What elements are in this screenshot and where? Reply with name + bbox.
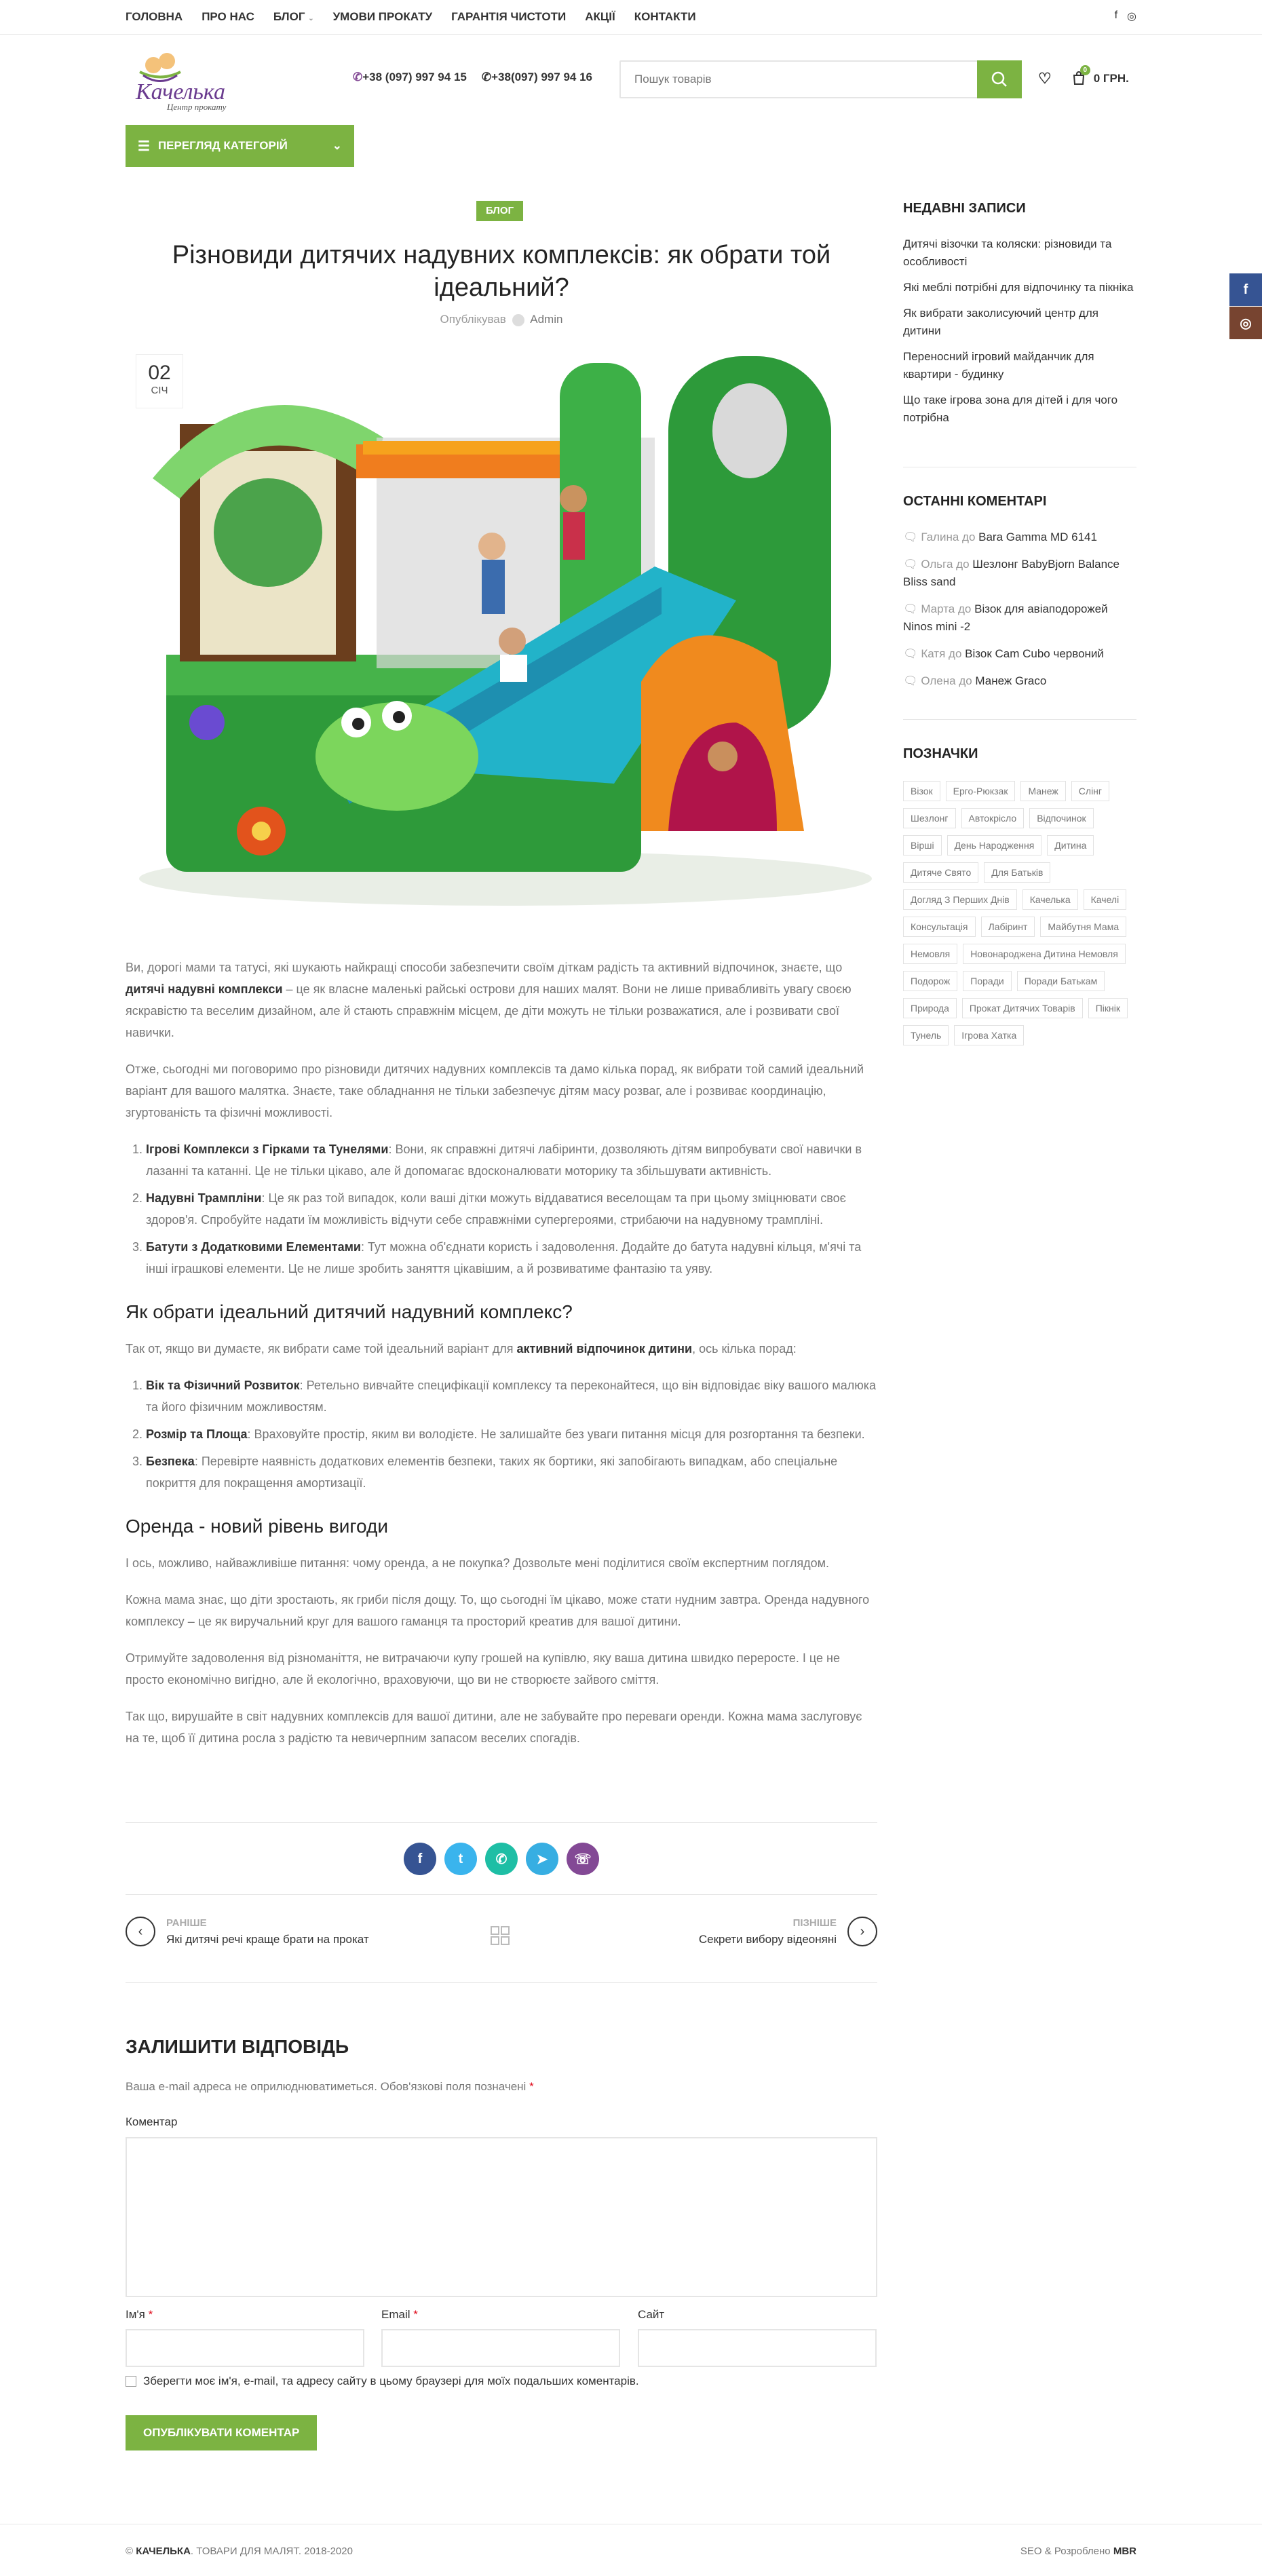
- prev-post-link[interactable]: [126, 1917, 369, 1946]
- viber-icon: ✆: [353, 71, 363, 83]
- menu-icon: ☰: [138, 138, 150, 154]
- list-item-title: Батути з Додатковими Елементами: [146, 1240, 361, 1254]
- phone-call[interactable]: [482, 71, 592, 84]
- comment-item: [903, 600, 1136, 636]
- list-item-text: : Це як раз той випадок, коли ваші дітки можуть віддаватися веселощам та при цьому зміцнювати своє здоров'я. Спробуйте надати їм можливість відчути себе справжніми супергероями, стрибаючи на надувному трампліні.: [146, 1191, 846, 1227]
- post-title: Різновиди дитячих надувних комплексів: як обрати той ідеальний?: [172, 241, 831, 302]
- chevron-down-icon: ⌄: [332, 139, 342, 152]
- comment-textarea[interactable]: [126, 2137, 877, 2297]
- phones: [353, 71, 592, 84]
- email-label: [381, 2308, 418, 2322]
- menu-item-promo[interactable]: АКЦІЇ: [585, 10, 615, 23]
- tags-widget: [903, 746, 1136, 1045]
- post-meta: [126, 313, 877, 326]
- cart-count: 0: [1080, 65, 1090, 75]
- footer-credits-text: SEO & Розроблено: [1020, 2545, 1111, 2557]
- next-title: Секрети вибору відеоняні: [698, 1932, 837, 1946]
- tag-link[interactable]: Візок: [903, 781, 940, 801]
- tag-link[interactable]: Ігрова Хатка: [954, 1025, 1024, 1045]
- logo-name: Качелька: [136, 79, 225, 104]
- menu-item-blog[interactable]: [273, 10, 314, 24]
- tag-link[interactable]: Дитяче Свято: [903, 862, 978, 883]
- comment-post-link[interactable]: Візок для авіаподорожей Ninos mini -2: [903, 602, 1108, 633]
- save-info-checkbox-row: [126, 2375, 639, 2388]
- required-mark: *: [413, 2308, 418, 2321]
- recent-comments-title: ОСТАННІ КОМЕНТАРІ: [903, 494, 1047, 509]
- cart-button[interactable]: [1071, 66, 1129, 87]
- tag-link[interactable]: Автокрісло: [961, 808, 1025, 828]
- paragraph-6: Отримуйте задоволення від різноманіття, не витрачаючи купу грошей на купівлю, яку ваша дитина швидко переросте. І це не просто економічно вигідно, але й екологічно, враховуючи, що ви не створюєте зайвого сміття.: [126, 1651, 840, 1687]
- list-item: [146, 1236, 877, 1280]
- required-mark: *: [148, 2308, 153, 2321]
- share-viber-icon[interactable]: ☏: [567, 1843, 599, 1875]
- footer-text: . ТОВАРИ ДЛЯ МАЛЯТ. 2018-2020: [190, 2545, 353, 2557]
- comment-icon: 🗨: [903, 647, 918, 660]
- author-avatar-icon: [512, 314, 524, 326]
- search-input[interactable]: [621, 62, 987, 97]
- categories-button[interactable]: [126, 125, 354, 167]
- footer-credits: [1020, 2545, 1136, 2557]
- recent-post-link[interactable]: Які меблі потрібні для відпочинку та пікніка: [903, 281, 1134, 294]
- published-label: Опублікував: [440, 313, 506, 326]
- list-item: [146, 1423, 877, 1445]
- header-divider: [0, 34, 1262, 35]
- divider: [126, 1894, 877, 1895]
- tag-link[interactable]: Качелька: [1022, 889, 1078, 910]
- site-field[interactable]: [638, 2329, 877, 2367]
- comment-author: Олена: [921, 674, 956, 687]
- email-label-text: Email: [381, 2308, 410, 2321]
- hero-image: [126, 343, 877, 916]
- categories-label: ПЕРЕГЛЯД КАТЕГОРІЙ: [157, 139, 288, 152]
- list-item-title: Розмір та Площа: [146, 1427, 248, 1441]
- chevron-right-icon: ›: [847, 1917, 877, 1946]
- recent-post-link[interactable]: Як вибрати заколисуючий центр для дитини: [903, 307, 1098, 337]
- recent-post-link[interactable]: Що таке ігрова зона для дітей і для чого потрібна: [903, 393, 1118, 424]
- tag-link[interactable]: Прокат Дитячих Товарів: [962, 998, 1083, 1018]
- post-date: [136, 354, 183, 408]
- comment-post-link[interactable]: Візок Cam Cubo червоний: [965, 647, 1104, 660]
- chevron-left-icon: ‹: [126, 1917, 155, 1946]
- comment-author: Марта: [921, 602, 955, 615]
- comment-author: Галина: [921, 531, 959, 543]
- list-item: [146, 1187, 877, 1231]
- list-item-text: : Ретельно вивчайте специфікації комплексу та переконайтеся, що він відповідає віку вашого малюка та його фізичним можливостям.: [146, 1379, 877, 1414]
- paragraph-3: [126, 1338, 877, 1360]
- menu-item-about[interactable]: ПРО НАС: [202, 10, 254, 23]
- tag-link[interactable]: Консультація: [903, 917, 976, 937]
- tag-link[interactable]: Шезлонг: [903, 808, 956, 828]
- divider: [126, 1822, 877, 1823]
- search-button[interactable]: [977, 60, 1022, 98]
- p3-text-c: , ось кілька порад:: [692, 1342, 797, 1356]
- tag-link[interactable]: Догляд З Перших Днів: [903, 889, 1017, 910]
- top-social: [1115, 9, 1136, 23]
- comment-author: Ольга: [921, 558, 953, 571]
- list-item-title: Вік та Фізичний Розвиток: [146, 1379, 300, 1392]
- grid-icon[interactable]: [490, 1925, 510, 1946]
- comment-to: до: [959, 674, 972, 687]
- next-label: ПІЗНІШЕ: [792, 1917, 837, 1929]
- p3-link[interactable]: активний відпочинок дитини: [516, 1342, 693, 1356]
- comment-item: [903, 672, 1136, 690]
- name-field[interactable]: [126, 2329, 364, 2367]
- comment-to: до: [958, 602, 972, 615]
- comment-icon: 🗨: [903, 531, 918, 543]
- tag-link[interactable]: Для Батьків: [984, 862, 1050, 883]
- top-menu: [126, 0, 696, 34]
- comment-post-link[interactable]: Bara Gamma MD 6141: [978, 531, 1097, 543]
- tag-link[interactable]: Лабіринт: [981, 917, 1035, 937]
- tag-link[interactable]: Немовля: [903, 944, 957, 964]
- tag-link[interactable]: Слінг: [1071, 781, 1109, 801]
- submit-comment-button[interactable]: ОПУБЛІКУВАТИ КОМЕНТАР: [126, 2415, 317, 2450]
- share-twitter-icon[interactable]: t: [444, 1843, 477, 1875]
- post-content: [126, 957, 877, 1764]
- comment-to: до: [949, 647, 962, 660]
- tag-link[interactable]: Поради Батькам: [1017, 971, 1105, 991]
- tags-title: ПОЗНАЧКИ: [903, 746, 978, 761]
- header-icons: [1038, 66, 1129, 88]
- comment-label: Коментар: [126, 2115, 178, 2128]
- sidebar-divider: [903, 719, 1136, 720]
- tag-cloud: [903, 781, 1136, 1045]
- paragraph-2: Отже, сьогодні ми поговоримо про різновиди дитячих надувних комплексів та дамо кілька порад, як вибрати той самий ідеальний варіант для вашого малятка. Знаєте, таке обладнання не тільки забезпечує дітям масу розваг, але і розвиває координацію, згуртованість та фізичні можливості.: [126, 1062, 864, 1119]
- site-label: Сайт: [638, 2308, 665, 2321]
- recent-posts-title: НЕДАВНІ ЗАПИСИ: [903, 201, 1026, 216]
- divider: [126, 1982, 877, 1983]
- name-label: [126, 2308, 153, 2322]
- intro-link[interactable]: дитячі надувні комплекси: [126, 982, 283, 996]
- tag-link[interactable]: Поради: [963, 971, 1011, 991]
- comment-to: до: [956, 558, 970, 571]
- comment-to: до: [962, 531, 976, 543]
- section-heading: Оренда - новий рівень вигоди: [126, 1516, 388, 1537]
- save-info-label: Зберегти моє ім'я, e-mail, та адресу сайту в цьому браузері для моїх подальших коментарів.: [143, 2375, 639, 2387]
- phone-2-text: +38(097) 997 94 16: [491, 71, 592, 83]
- cart-total: 0 ГРН.: [1093, 72, 1129, 85]
- paragraph-5: Кожна мама знає, що діти зростають, як гриби після дощу. То, що сьогодні їм цікаво, може стати нудним завтра. Оренда надувного комплексу – це як виручальний круг для вашого гаманця та просторий креатив для вашої дитини.: [126, 1593, 870, 1628]
- save-info-checkbox[interactable]: [126, 2376, 136, 2387]
- search-box: [619, 60, 1022, 98]
- reply-note-text: Ваша e-mail адреса не оприлюднюватиметься. Обов'язкові поля позначені: [126, 2080, 527, 2093]
- tag-link[interactable]: Подорож: [903, 971, 957, 991]
- author-name[interactable]: Admin: [530, 313, 563, 326]
- list-item: [146, 1450, 877, 1494]
- recent-post-link[interactable]: Дитячі візочки та коляски: різновиди та особливості: [903, 237, 1112, 268]
- list-item-text: : Враховуйте простір, яким ви володієте. Не залишайте без уваги питання місця для розгортання та безпеки.: [247, 1427, 865, 1441]
- recent-comments-widget: [903, 494, 1136, 699]
- reply-heading: ЗАЛИШИТИ ВІДПОВІДЬ: [126, 2036, 349, 2057]
- comment-icon: 🗨: [903, 602, 918, 615]
- date-month: СІЧ: [151, 385, 168, 396]
- phone-icon: ✆: [481, 71, 492, 83]
- menu-item-home[interactable]: ГОЛОВНА: [126, 10, 183, 23]
- site-logo[interactable]: [126, 45, 265, 113]
- menu-item-terms[interactable]: УМОВИ ПРОКАТУ: [332, 10, 433, 23]
- next-post-link[interactable]: [699, 1917, 877, 1946]
- comment-post-link[interactable]: Манеж Graco: [975, 674, 1047, 687]
- tag-link[interactable]: Качелі: [1084, 889, 1127, 910]
- reply-note: [126, 2080, 534, 2094]
- list-item: [146, 1138, 877, 1182]
- tag-link[interactable]: Майбутня Мама: [1040, 917, 1126, 937]
- footer-copyright: © КАЧЕЛЬКА. ТОВАРИ ДЛЯ МАЛЯТ. 2018-2020: [126, 2545, 353, 2557]
- menu-item-blog-label: БЛОГ: [273, 10, 305, 23]
- intro-paragraph: Ви, дорогі мами та татусі, які шукають найкращі способи забезпечити своїм діткам радість та активний відпочинок, знаєте, що дитячі надувні комплекси – це як власне маленькі райські острови для наших малят. Вони не лише привабливіть увагу своєю яскравістю та веселим дизайном, але й стають справжнім місцем, де діти можуть не тільки розважатися, але і розвивати свої навички.: [126, 961, 852, 1039]
- wishlist-icon[interactable]: ♡: [1038, 70, 1052, 87]
- tag-link[interactable]: Дитина: [1047, 835, 1094, 856]
- tag-link[interactable]: Манеж: [1020, 781, 1065, 801]
- comment-icon: 🗨: [903, 674, 918, 687]
- facebook-icon[interactable]: f: [1114, 9, 1118, 21]
- list-item-text: : Перевірте наявність додаткових елементів безпеки, таких як бортики, які запобігають випадкам, або спеціальне покриття для покращення амортизації.: [146, 1455, 838, 1490]
- list-item-text: : Тут можна об'єднати користь і задоволення. Додайте до батута надувні кільця, м'ячі та інші іграшкові елементи. Це не лише зробить заняття цікавішим, а й розвиватиме фантазію та уяву.: [146, 1240, 862, 1275]
- p3-text-a: Так от, якщо ви думаєте, як вибрати саме той ідеальний варіант для: [126, 1342, 517, 1356]
- phone-viber[interactable]: [353, 71, 467, 84]
- comment-item: [903, 645, 1136, 663]
- section-heading: Як обрати ідеальний дитячий надувний комплекс?: [126, 1301, 573, 1322]
- tag-link[interactable]: Пікнік: [1088, 998, 1128, 1018]
- share-whatsapp-icon[interactable]: ✆: [485, 1843, 518, 1875]
- share-telegram-icon[interactable]: ➤: [526, 1843, 558, 1875]
- tag-link[interactable]: Ерго-Рюкзак: [946, 781, 1016, 801]
- comment-icon: 🗨: [903, 558, 918, 571]
- tag-link[interactable]: День Народження: [947, 835, 1042, 856]
- prev-title: Які дитячі речі краще брати на прокат: [166, 1932, 369, 1946]
- recent-posts-widget: [903, 201, 1136, 435]
- list-item-title: Надувні Трампліни: [146, 1191, 262, 1205]
- paragraph-4: І ось, можливо, найважливіше питання: чому оренда, а не покупка? Дозвольте мені поділитися своїм експертним поглядом.: [126, 1556, 829, 1570]
- tag-link[interactable]: Вірші: [903, 835, 942, 856]
- required-mark: *: [529, 2080, 534, 2093]
- date-day: 02: [148, 362, 171, 384]
- tag-link[interactable]: Тунель: [903, 1025, 949, 1045]
- chevron-down-icon: ⌄: [308, 15, 314, 22]
- logo-tagline: Центр прокату: [167, 102, 227, 112]
- comment-item: [903, 556, 1136, 591]
- recent-post-link[interactable]: Переносний ігровий майданчик для квартири - будинку: [903, 350, 1094, 381]
- paragraph-7: Так що, вирушайте в світ надувних комплексів для вашої дитини, але не забувайте про переваги оренди. Кожна мама заслуговує на те, щоб її дитина росла з радістю та невичерпним запасом веселих спогадів.: [126, 1710, 862, 1745]
- menu-item-cleanliness[interactable]: ГАРАНТІЯ ЧИСТОТИ: [451, 10, 567, 23]
- list-item: [146, 1374, 877, 1418]
- phone-1-text: +38 (097) 997 94 15: [362, 71, 467, 83]
- footer-brand[interactable]: КАЧЕЛЬКА: [136, 2545, 191, 2557]
- tag-link[interactable]: Відпочинок: [1029, 808, 1093, 828]
- menu-item-contacts[interactable]: КОНТАКТИ: [634, 10, 696, 23]
- prev-label: РАНІШЕ: [166, 1917, 207, 1929]
- comment-post-link[interactable]: Шезлонг BabyBjorn Balance Bliss sand: [903, 558, 1120, 588]
- instagram-icon[interactable]: ◎: [1127, 11, 1136, 22]
- share-buttons: [404, 1843, 599, 1875]
- email-field[interactable]: [381, 2329, 620, 2367]
- comment-item: [903, 528, 1136, 546]
- name-label-text: Ім'я: [126, 2308, 145, 2321]
- list-item-title: Безпека: [146, 1455, 195, 1468]
- tips-list: [126, 1374, 877, 1494]
- list-item-text: : Вони, як справжні дитячі лабіринти, дозволяють дітям випробувати свої навички в лазанні та катанні. Це не тільки цікаво, але й допомагає вдосконалювати моторику та збільшувати активність.: [146, 1142, 862, 1178]
- sticky-instagram-icon[interactable]: ◎: [1229, 307, 1262, 339]
- tag-link[interactable]: Новонароджена Дитина Немовля: [963, 944, 1126, 964]
- comment-author: Катя: [921, 647, 946, 660]
- sticky-facebook-icon[interactable]: f: [1229, 273, 1262, 306]
- search-icon: [977, 60, 1022, 98]
- category-badge[interactable]: БЛОГ: [476, 201, 523, 221]
- footer-credits-brand[interactable]: MBR: [1113, 2545, 1136, 2557]
- list-item-title: Ігрові Комплекси з Гірками та Тунелями: [146, 1142, 389, 1156]
- tag-link[interactable]: Природа: [903, 998, 957, 1018]
- share-facebook-icon[interactable]: f: [404, 1843, 436, 1875]
- types-list: [126, 1138, 877, 1280]
